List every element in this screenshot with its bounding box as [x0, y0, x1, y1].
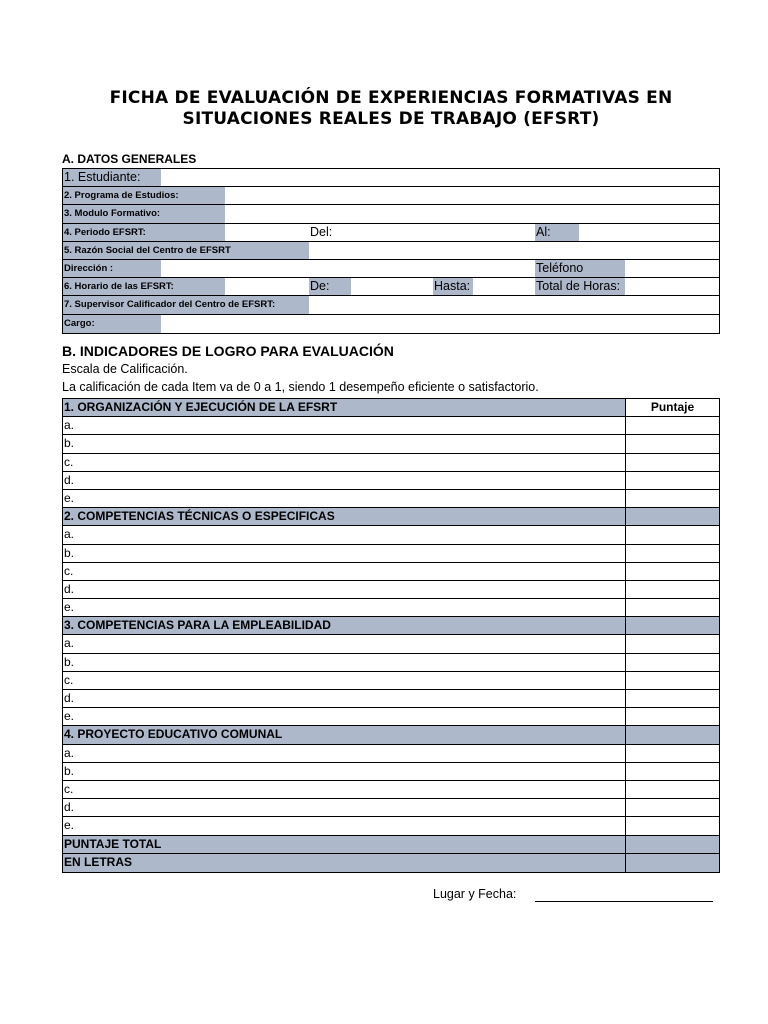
section-a-heading: A. DATOS GENERALES	[62, 152, 197, 166]
row-periodo	[63, 224, 719, 242]
score-cell[interactable]	[626, 817, 719, 834]
item-row	[63, 690, 719, 708]
score-cell[interactable]	[626, 526, 719, 543]
item-row	[63, 799, 719, 817]
row-estudiante	[63, 169, 719, 187]
telefono-label: Teléfono	[535, 260, 625, 277]
score-cell[interactable]	[626, 672, 719, 689]
score-cell[interactable]	[626, 654, 719, 671]
item-label: b.	[63, 545, 626, 562]
item-label: a.	[63, 635, 626, 652]
item-row	[63, 599, 719, 617]
item-label: c.	[63, 672, 626, 689]
calificacion-note: La calificación de cada Item va de 0 a 1, siendo 1 desempeño eficiente o satisfactorio.	[62, 380, 539, 394]
score-cell[interactable]	[626, 417, 719, 434]
score-cell[interactable]	[626, 581, 719, 598]
de-field[interactable]	[351, 278, 433, 295]
periodo-field[interactable]	[225, 224, 309, 241]
item-label: e.	[63, 599, 626, 616]
item-row	[63, 435, 719, 453]
score-cell[interactable]	[626, 690, 719, 707]
al-label: Al:	[535, 224, 579, 241]
item-label: e.	[63, 817, 626, 834]
group-title: 2. COMPETENCIAS TÉCNICAS O ESPECIFICAS	[63, 508, 626, 525]
score-cell[interactable]	[626, 435, 719, 452]
en-letras-cell[interactable]	[626, 854, 719, 872]
puntaje-total-label: PUNTAJE TOTAL	[63, 836, 626, 853]
item-label: e.	[63, 708, 626, 725]
score-cell[interactable]	[626, 599, 719, 616]
cargo-field[interactable]	[161, 315, 719, 333]
datos-generales-table	[62, 168, 720, 334]
hasta-field[interactable]	[473, 278, 535, 295]
lugar-fecha-field[interactable]	[535, 901, 713, 902]
estudiante-label: 1. Estudiante:	[63, 169, 161, 186]
item-row	[63, 581, 719, 599]
item-label: a.	[63, 417, 626, 434]
score-cell[interactable]	[626, 490, 719, 507]
item-row	[63, 672, 719, 690]
item-label: a.	[63, 745, 626, 762]
group-title: 1. ORGANIZACIÓN Y EJECUCIÓN DE LA EFSRT	[63, 399, 626, 416]
item-label: b.	[63, 654, 626, 671]
item-row	[63, 545, 719, 563]
estudiante-field[interactable]	[161, 169, 719, 186]
total-horas-field[interactable]	[625, 278, 719, 295]
score-cell[interactable]	[626, 454, 719, 471]
score-cell[interactable]	[626, 745, 719, 762]
lugar-fecha-label: Lugar y Fecha:	[433, 887, 517, 901]
item-label: a.	[63, 526, 626, 543]
item-row	[63, 454, 719, 472]
item-row	[63, 817, 719, 835]
en-letras-row	[63, 854, 719, 872]
en-letras-label: EN LETRAS	[63, 854, 626, 872]
programa-label: 2. Programa de Estudios:	[63, 187, 225, 204]
score-cell[interactable]	[626, 472, 719, 489]
score-cell[interactable]	[626, 763, 719, 780]
row-modulo	[63, 205, 719, 223]
score-cell[interactable]	[626, 635, 719, 652]
del-label: Del:	[310, 224, 333, 239]
row-razon-social	[63, 242, 719, 260]
item-row	[63, 490, 719, 508]
item-row	[63, 635, 719, 653]
group-header-row	[63, 508, 719, 526]
score-cell[interactable]	[626, 708, 719, 725]
item-row	[63, 526, 719, 544]
item-row	[63, 781, 719, 799]
item-row	[63, 708, 719, 726]
group-score-cell	[626, 508, 719, 525]
item-label: c.	[63, 563, 626, 580]
puntaje-total-cell[interactable]	[626, 836, 719, 853]
group-score-cell	[626, 617, 719, 634]
score-cell[interactable]	[626, 563, 719, 580]
item-label: d.	[63, 581, 626, 598]
item-row	[63, 763, 719, 781]
del-field[interactable]	[351, 224, 535, 241]
score-cell[interactable]	[626, 545, 719, 562]
item-label: c.	[63, 781, 626, 798]
de-label: De:	[309, 278, 351, 295]
row-supervisor	[63, 296, 719, 314]
item-row	[63, 654, 719, 672]
telefono-field[interactable]	[625, 260, 719, 277]
al-field[interactable]	[579, 224, 719, 241]
section-b-heading: B. INDICADORES DE LOGRO PARA EVALUACIÓN	[62, 343, 394, 359]
group-title: 4. PROYECTO EDUCATIVO COMUNAL	[63, 726, 626, 743]
item-label: e.	[63, 490, 626, 507]
supervisor-field[interactable]	[309, 296, 719, 313]
item-label: b.	[63, 435, 626, 452]
indicadores-table	[62, 398, 720, 873]
title-line-2: SITUACIONES REALES DE TRABAJO (EFSRT)	[182, 109, 600, 129]
razon-social-field[interactable]	[309, 242, 719, 259]
item-row	[63, 417, 719, 435]
periodo-label: 4. Periodo EFSRT:	[63, 224, 225, 241]
item-label: c.	[63, 454, 626, 471]
row-direccion	[63, 260, 719, 278]
row-horario	[63, 278, 719, 296]
group-header-row	[63, 726, 719, 744]
horario-label: 6. Horario de las EFSRT:	[63, 278, 225, 295]
item-row	[63, 563, 719, 581]
title-line-1: FICHA DE EVALUACIÓN DE EXPERIENCIAS FORMATIVAS EN	[109, 88, 673, 108]
item-label: d.	[63, 799, 626, 816]
item-label: b.	[63, 763, 626, 780]
score-cell[interactable]	[626, 781, 719, 798]
group-title: 3. COMPETENCIAS PARA LA EMPLEABILIDAD	[63, 617, 626, 634]
item-row	[63, 472, 719, 490]
row-cargo	[63, 315, 719, 333]
row-programa	[63, 187, 719, 205]
hasta-label: Hasta:	[433, 278, 473, 295]
group-header-row	[63, 617, 719, 635]
programa-field[interactable]	[225, 187, 719, 204]
item-row	[63, 745, 719, 763]
horario-field[interactable]	[225, 278, 309, 295]
razon-social-label: 5. Razón Social del Centro de EFSRT	[63, 242, 309, 259]
puntaje-header: Puntaje	[626, 399, 719, 416]
escala-text: Escala de Calificación.	[62, 362, 188, 376]
modulo-label: 3. Modulo Formativo:	[63, 205, 225, 222]
group-score-cell	[626, 726, 719, 743]
puntaje-total-row	[63, 836, 719, 854]
form-title	[62, 88, 720, 130]
group-header-row	[63, 399, 719, 417]
direccion-label: Dirección :	[63, 260, 161, 277]
direccion-field[interactable]	[161, 260, 535, 277]
score-cell[interactable]	[626, 799, 719, 816]
cargo-label: Cargo:	[63, 315, 161, 333]
item-label: d.	[63, 690, 626, 707]
total-horas-label: Total de Horas:	[535, 278, 625, 295]
item-label: d.	[63, 472, 626, 489]
modulo-field[interactable]	[225, 205, 719, 222]
supervisor-label: 7. Supervisor Calificador del Centro de EFSRT:	[63, 296, 309, 313]
